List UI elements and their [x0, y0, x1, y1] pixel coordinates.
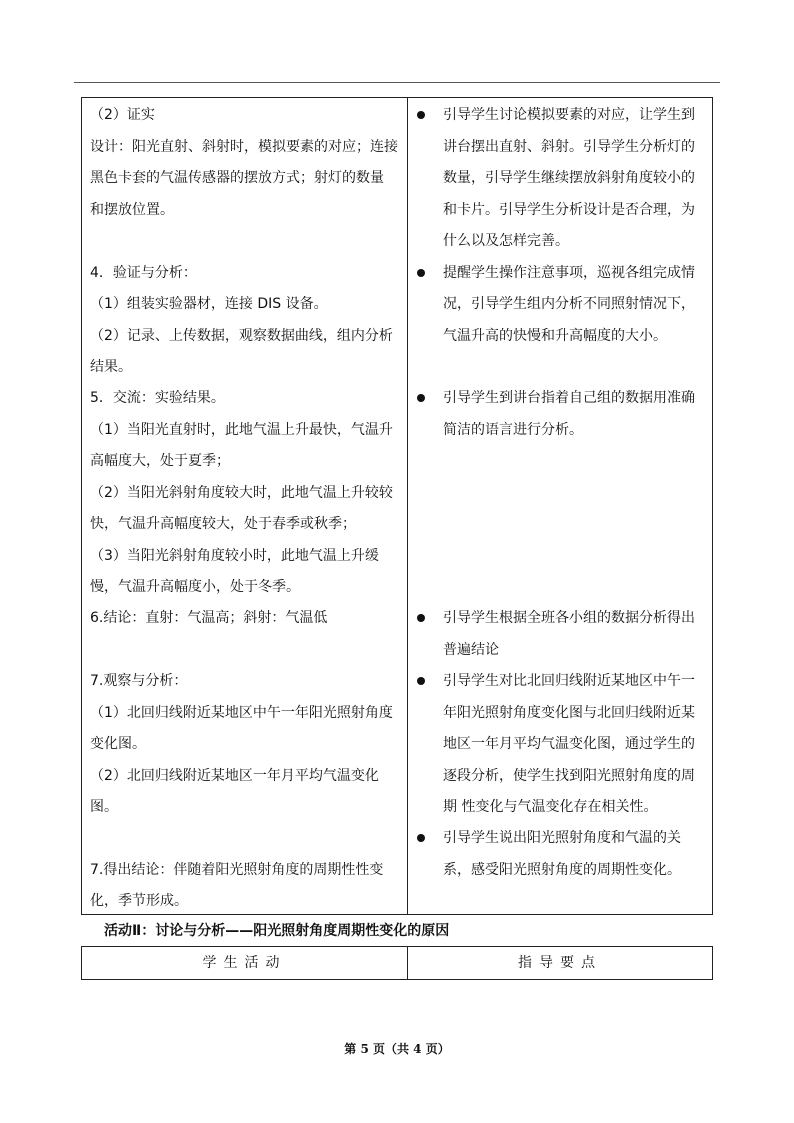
text-line: （2）记录、上传数据，观察数据曲线，组内分析	[90, 328, 393, 344]
activity-title: 活动Ⅱ：讨论与分析——阳光照射角度周期性变化的原因	[104, 923, 450, 939]
text-line: 6.结论：直射：气温高；斜射：气温低	[90, 610, 328, 626]
bullet-icon	[417, 269, 425, 277]
text-line: 和摆放位置。	[90, 202, 174, 218]
page-footer: 第 5 页（共 4 页）	[344, 1042, 450, 1056]
text-line: 引导学生讨论模拟要素的对应，让学生到	[443, 107, 695, 123]
text-line: 逐段分析，使学生找到阳光照射角度的周	[443, 768, 695, 784]
text-line: （1）北回归线附近某地区中午一年阳光照射角度	[90, 705, 393, 721]
text-line: 变化图。	[90, 736, 146, 752]
text-line: 提醒学生操作注意事项，巡视各组完成情	[443, 265, 695, 281]
text-line: 数量，引导学生继续摆放斜射角度较小的	[443, 170, 695, 186]
text-line: 引导学生对比北回归线附近某地区中午一	[443, 673, 695, 689]
text-line: （1）当阳光直射时，此地气温上升最快，气温升	[90, 422, 393, 438]
text-line: 简洁的语言进行分析。	[443, 422, 583, 438]
activity-header-table	[81, 946, 713, 980]
column-divider	[407, 98, 408, 914]
text-line: （1）组装实验器材，连接 DIS 设备。	[90, 296, 328, 312]
text-line: 高幅度大，处于夏季；	[90, 453, 230, 469]
text-line: 地区一年月平均气温变化图，通过学生的	[443, 736, 695, 752]
text-line: 况，引导学生组内分析不同照射情况下，	[443, 296, 695, 312]
bullet-icon	[417, 677, 425, 685]
text-line: 5．交流：实验结果。	[90, 390, 225, 406]
text-line: （3）当阳光斜射角度较小时，此地气温上升缓	[90, 548, 379, 564]
text-line: 快，气温升高幅度较大，处于春季或秋季；	[90, 516, 356, 532]
text-line: （2）当阳光斜射角度较大时，此地气温上升较较	[90, 485, 393, 501]
lesson-table	[81, 97, 713, 915]
text-line: 7.观察与分析：	[90, 673, 188, 689]
text-line: （2）北回归线附近某地区一年月平均气温变化	[90, 768, 379, 784]
text-line: 普遍结论	[443, 642, 499, 658]
text-line: 什么以及怎样完善。	[443, 233, 569, 249]
header-student-activity: 学生活动	[202, 955, 287, 971]
text-line: （2）证实	[90, 107, 155, 123]
text-line: 引导学生根据全班各小组的数据分析得出	[443, 610, 695, 626]
text-line: 7.得出结论：伴随着阳光照射角度的周期性性变	[90, 862, 384, 878]
text-line: 系，感受阳光照射角度的周期性变化。	[443, 862, 681, 878]
text-line: 引导学生说出阳光照射角度和气温的关	[443, 830, 681, 846]
bullet-icon	[417, 834, 425, 842]
text-line: 慢，气温升高幅度小，处于冬季。	[90, 579, 300, 595]
text-line: 4．验证与分析：	[90, 265, 197, 281]
text-line: 设计：阳光直射、斜射时，模拟要素的对应；连接	[90, 139, 398, 155]
text-line: 结果。	[90, 359, 132, 375]
text-line: 黑色卡套的气温传感器的摆放方式；射灯的数量	[90, 170, 384, 186]
bullet-icon	[417, 394, 425, 402]
text-line: 化，季节形成。	[90, 893, 188, 909]
bullet-icon	[417, 614, 425, 622]
text-line: 年阳光照射角度变化图与北回归线附近某	[443, 705, 695, 721]
text-line: 讲台摆出直射、斜射。引导学生分析灯的	[443, 139, 695, 155]
bullet-icon	[417, 111, 425, 119]
text-line: 和卡片。引导学生分析设计是否合理，为	[443, 202, 695, 218]
text-line: 气温升高的快慢和升高幅度的大小。	[443, 328, 667, 344]
text-line: 图。	[90, 799, 118, 815]
text-line: 引导学生到讲台指着自己组的数据用准确	[443, 390, 695, 406]
header-guidance: 指导要点	[518, 955, 602, 971]
header-rule	[74, 82, 720, 83]
text-line: 期 性变化与气温变化存在相关性。	[443, 799, 658, 815]
